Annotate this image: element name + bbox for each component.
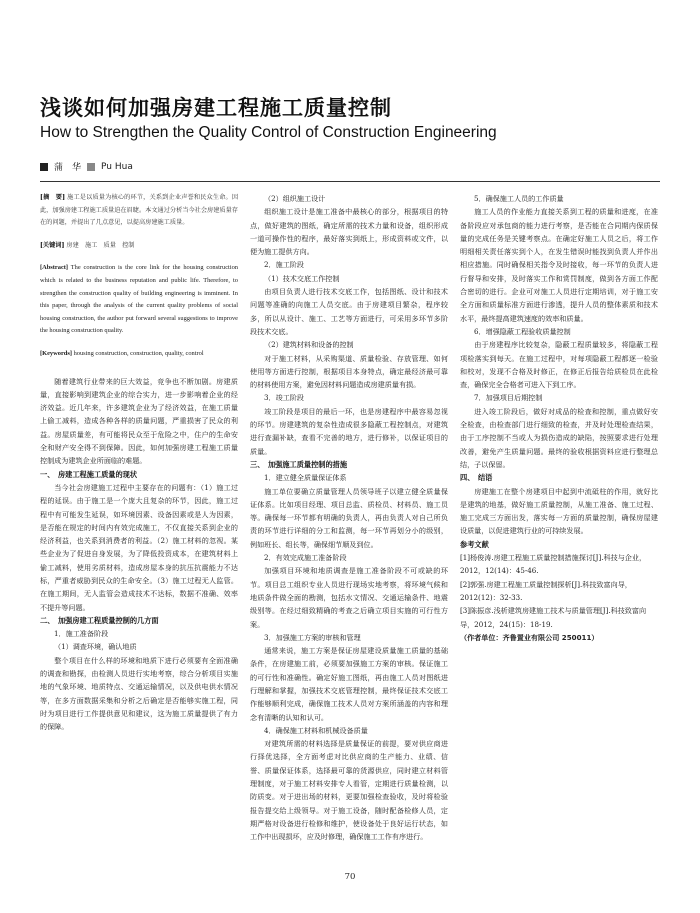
subheading-construction-phase: 2．施工阶段	[264, 260, 304, 270]
column-right	[460, 192, 658, 842]
quality-system-paragraph: 施工单位要确立质量管理人员领导班子以建立健全质量保证体系。比如项目经理、项目总监、质检员、材料员、施工员等。确保每一环节都有明确的负责人，再由负责人对自己所负责的环节进行详细的分工和监测，每一环节再划分小的级别，例如班长、组长等，确保细节顺及到位。	[250, 486, 448, 549]
subheading-technical-briefing: （1）技术交底工作控制	[264, 273, 340, 283]
author-name-cn: 蒲 华	[54, 163, 82, 173]
subheading-quality-system: 1．建立健全质量保证体系	[264, 473, 347, 483]
column-middle	[250, 192, 448, 842]
keywords-cn	[40, 240, 238, 253]
design-paragraph: 组织施工设计是施工准备中最核心的部分，根据项目的特点，做好建筑的图纸，确定所需的技术力量和设备，组织形成一道可操作性的程序，最好落实到纸上，形成资料或文件，以便为施工提供方向。	[250, 207, 448, 257]
reference-item: [2]郭强.房建工程施工质量控制探析[J].科技致富向导，2012(12)：32-33.	[460, 579, 632, 602]
page-subtitle-english: How to Strengthen the Quality Control of Construction Engineering	[40, 124, 497, 141]
conclusion-paragraph: 房建施工在整个房建项目中起到中流砥柱的作用，就好比是建筑的地基，做好施工质量控制，从施工准备、施工过程、施工完成三方面出发，落实每一方面的质量控制，确保房屋建设质量，以促进建筑行业的可持续发展。	[460, 486, 658, 536]
materials-paragraph: 对于施工材料，从采购渠道、质量检验、存放管理、如何使用等方面进行控制，根据项目本身特点，确定最经济最可靠的材料使用方案，避免因材料问题造成房建质量有损。	[250, 353, 448, 390]
reference-item: [3]陈振彦.浅析建筑房建施工技术与质量管理[J].科技致富向导，2012，24(15)：18-19.	[460, 606, 647, 629]
status-paragraph: 当今社会房建施工过程中主要存在的问题有：（1）施工过程的延误。由于施工是一个庞大且复杂的环节，因此，施工过程中有可能发生延误，如环境因素、设备因素或是人为因素，是否能在规定的时间内有效完成施工，不仅直接关系到企业的经济利益，也关系到消费者的利益。（2）施工材料的忽视。某些企业为了促进自身发展，为了降低投资成本，在建筑材料上偷工减料，使用劣质材料，造成房屋本身的抗压抗震能力不达标，严重者威胁到民众的生命安全。（3）施工过程无人监管。在施工期间，无人监管会造成技术不达标，数据不准确、效率不提升等问题。	[40, 482, 238, 612]
keywords-cn-text: 房建 施工 质量 控制	[66, 241, 135, 249]
completion-paragraph: 竣工阶段是项目的最后一环，也是房建程序中最容易忽视的环节。房建建筑的复杂性造成很多隐蔽工程控制点，对建筑进行查漏补缺，查看不完善的地方，进行修补，以保证项目的质量。	[250, 406, 448, 456]
technical-briefing-paragraph: 由项目负责人进行技术交底工作，包括图纸、设计和技术问题等准确的向施工人员交底。由于房建项目繁杂，程序较多，所以从设计、施工、工艺等方面进行，可采用多环节多阶段技术交底。	[250, 287, 448, 336]
keywords-en	[40, 348, 238, 361]
abstract-en-label: [Abstract]	[40, 264, 69, 272]
reference-item: [1]杨俊涛.房建工程施工质量控制措施探讨[J].科技与企业，2012，12(14)：45-46.	[460, 553, 647, 576]
abstract-cn-label: [摘 要]	[40, 194, 66, 201]
abstract-en	[40, 262, 238, 338]
plan-review-paragraph: 通常来说，施工方案是保证房屋建设质量施工质量的基础条件，在房建施工前，必须要加强施工方案的审核。保证施工的可行性和准确性。确定好施工图纸，再由施工人员对图纸进行理解和掌握，加强技术交底管理控制，最终保证技术交底工作能够顺利完成，确保施工技术人员对方案所涵盖的内容和理念有清晰的认知和认可。	[250, 646, 448, 722]
references-heading: 参考文献	[460, 539, 489, 549]
square-bullet-icon	[87, 163, 95, 171]
keywords-en-text: housing construction, construction, quality, control	[73, 349, 204, 357]
subheading-equipment: 4．确保施工材料和机械设备质量	[264, 725, 368, 735]
keywords-en-label: [Keywords]	[40, 349, 72, 357]
author-name-en: Pu Hua	[101, 161, 133, 172]
equipment-paragraph: 对建筑所需的材料选择是质量保证的前提，要对供应商进行择优选择，全方面考虑对比供应商的生产能力、业绩、信誉、质量保证体系，选择最可靠的货源供应，同时建立材料管理制度，对于施工材料安排专人看管，定期进行质量检测，以防质变。对于进出场的材料，更要加强检查验收，及时将检验报告提交给上级领导。对于施工设备，随时配备检修人员，定期严格对设备进行检修和维护，使设备处于良好运行状态，如工作中出现损坏，应及时修理，确保施工工作有序进行。	[250, 739, 448, 842]
section-heading-status: 一、 房建工程施工质量的现状	[40, 469, 138, 479]
keywords-cn-label: [关键词]	[40, 241, 65, 249]
subheading-concealed-works: 6．增强隐蔽工程验收质量控制	[474, 326, 571, 336]
subheading-materials: （2）建筑材料和设备的控制	[264, 340, 354, 350]
survey-paragraph: 整个项目在什么样的环境和地质下进行必须要有全面准确的调查和勘探，由检测人员进行实地考察，综合分析项目实施地的气象环境、地质特点、交通运输情况，以及供电供水情况等，在多方面数据采集和分析之后确定是否能够实施工程，同时为项目进行工作提供意见和建议，这为施工质量提供了有力的保障。	[40, 655, 238, 732]
section-heading-measures: 三、 加强施工质量控制的措施	[250, 459, 348, 469]
author-line	[40, 160, 133, 173]
subheading-preparation-stage: 2．有效完成施工准备阶段	[264, 553, 347, 563]
subheading-preparation: 1．施工准备阶段	[54, 629, 109, 639]
header-divider	[40, 181, 660, 182]
abstract-en-text: The construction is the core link for the housing construction which is related to the business reputation and public life. Therefore, to strengthen the construction quality of building engineering is imminent. In this paper, through the analysis of the current quality problems of social housing construction, the author put forward several suggestions to improve the housing construction quality.	[40, 264, 238, 335]
section-heading-aspects: 二、 加强房建工程质量控制的几方面	[40, 615, 159, 625]
later-stage-paragraph: 进入竣工阶段后，做好对成品的检查和控制，重点做好安全检查，由检查部门进行细致的检查，并及时处理检查结果，由于工序控制不当或人为损伤造成的缺陷，按照要求进行处理改善，避免产生质量问题。最终的验收根据资料应进行整理总结，子以保留。	[460, 406, 658, 469]
intro-paragraph: 随着建筑行业带来的巨大效益，竞争也不断加剧。房建质量，直接影响到建筑企业的综合实力，进一步影响着企业的经济效益。近几年来，许多建筑企业为了经济效益，在施工质量上偷工减料，造成各种各样的质量问题，严重损害了民众的利益。房屋质量差，有可能将民众至于危险之中，住户的生命安全和财产安全得不到保障。因此，如何加强房建工程施工质量控制成为建筑企业所面临的难题。	[40, 376, 238, 466]
author-affiliation: （作者单位：齐鲁置业有限公司 250011）	[460, 632, 599, 642]
abstract-cn	[40, 192, 238, 230]
subheading-plan-review: 3．加强施工方案的审核和管理	[264, 632, 361, 642]
subheading-design: （2）组织施工设计	[264, 194, 326, 203]
column-left	[40, 192, 238, 842]
page-title: 浅谈如何加强房建工程施工质量控制	[40, 96, 392, 120]
section-heading-conclusion: 四、 结语	[460, 473, 493, 483]
concealed-works-paragraph: 由于房建程序比较复杂，隐蔽工程质量较多，将隐蔽工程项检落实到每天。在施工过程中，对每项隐蔽工程都逐一检验和校对，发现不合格及时修正，在修正后报告给质检员在此检查，确保完全合格者可进入下到工序。	[460, 340, 658, 390]
subheading-personnel: 5．确保施工人员的工作质量	[474, 194, 564, 203]
personnel-paragraph: 施工人员的作业能力直接关系到工程的质量和进度，在准备阶段应对承包商的能力进行考察，是否能在合同期内保质保量的完成任务是关键考察点。在确定好施工人员之后，将工作明细相关责任落实到个人，在发生错误时能找到负责人并作出相应措施。同时确保相关指令及时接收，每一环节的负责人进行督导和安排，及时落实工作和赏罚制度，做到各方面工作配合密切的进行。企业可对施工人员进行定期培训，对于施工安全方面和质量标准方面进行渗透，提升人员的整体素质和技术水平，最终提高建筑速度的效率和质量。	[460, 207, 658, 323]
subheading-completion: 3．竣工阶段	[264, 393, 304, 403]
page-number: 70	[344, 872, 356, 882]
abstract-cn-text: 施工是以质量为核心的环节，关系到企业声誉和民众生命。因此，加强房建工程施工质量迫在眉睫。本文通过分析当今社会房建质量存在的问题，并提出了几点意见，以提高房建施工质量。	[40, 194, 238, 227]
subheading-survey: （1）调查环境，确认地质	[54, 642, 137, 652]
subheading-later-stage: 7．加强项目后期控制	[474, 393, 543, 403]
preparation-stage-paragraph: 加强项目环境和地质调查是施工准备阶段不可或缺的环节。项目总工组织专业人员进行现场实地考察，将环境气候和地质条件做全面的勘测，包括水文情况、交通运输条件、地震级别等。在经过细致精确的考查之后确立项目实施的可行性方案。	[250, 566, 448, 629]
square-bullet-icon	[40, 163, 48, 171]
